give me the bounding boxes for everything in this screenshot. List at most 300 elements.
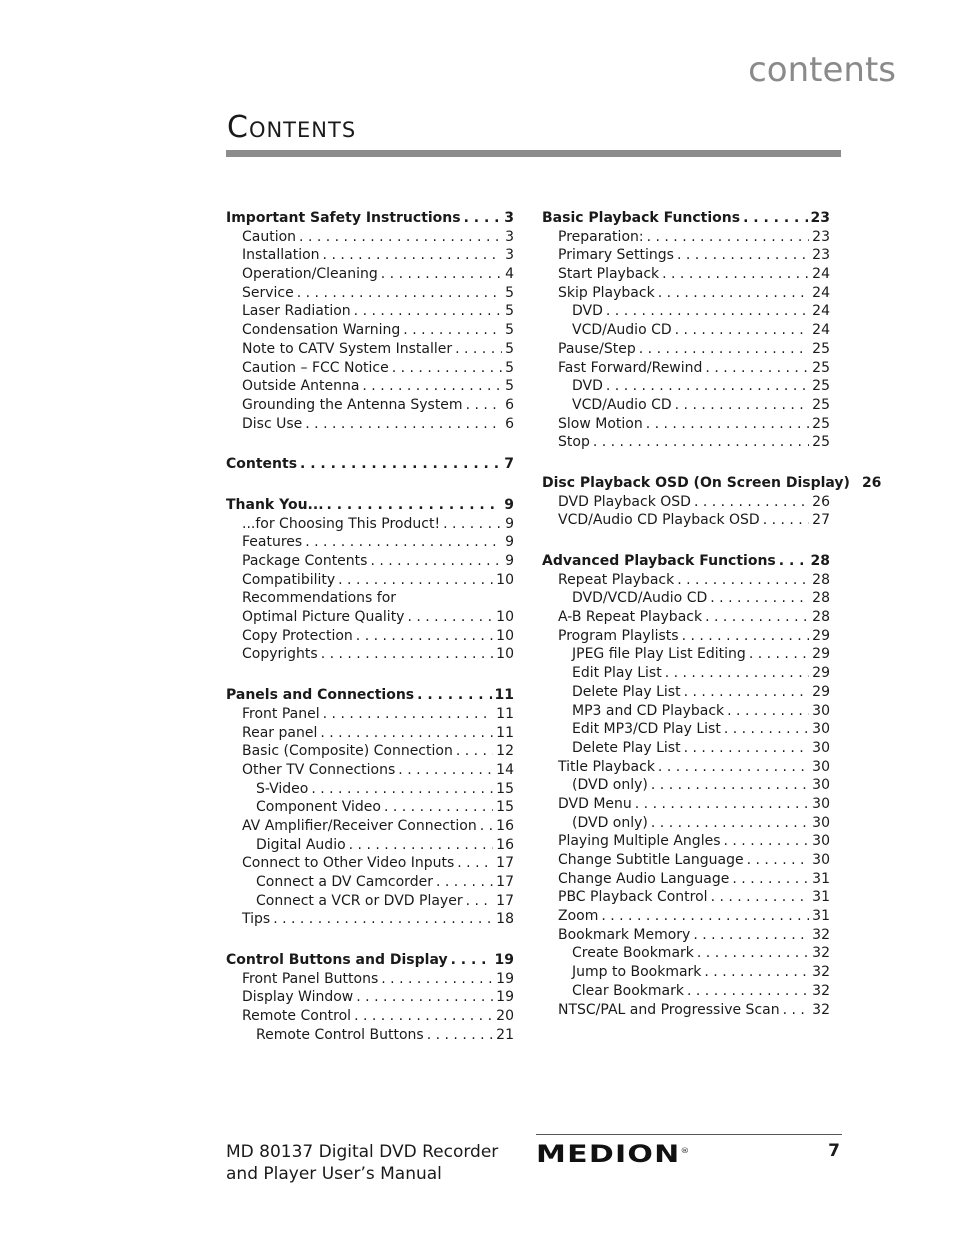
toc-entry: [542, 851, 830, 870]
dot-leader: [749, 645, 809, 664]
toc-entry: [226, 396, 514, 415]
toc-entry-title: Preparation:: [558, 228, 644, 245]
toc-entry-title: Package Contents: [242, 553, 368, 569]
toc-page-number: 11: [494, 687, 514, 704]
toc-entry: [226, 589, 514, 608]
dot-leader: [732, 870, 809, 889]
toc-entry: [226, 377, 514, 396]
toc-page-number: 5: [505, 322, 514, 339]
dot-leader: [747, 851, 810, 870]
toc-section: [542, 209, 830, 452]
toc-entry: [226, 780, 514, 799]
toc-entry: [542, 571, 830, 590]
toc-entry-title: A-B Repeat Playback: [558, 609, 703, 626]
dot-leader: [323, 246, 503, 265]
toc-entry-title: Delete Play List: [572, 683, 681, 700]
dot-leader: [356, 627, 493, 646]
logo-text: MEDION: [536, 1140, 681, 1168]
toc-entry: [226, 761, 514, 780]
toc-page-number: 15: [496, 780, 514, 797]
dot-leader: [724, 832, 810, 851]
toc-entry: [542, 246, 830, 265]
toc-entry-title: Caution: [242, 228, 297, 245]
toc-entry: [226, 608, 514, 627]
toc-entry-title: Digital Audio: [256, 836, 346, 853]
dot-leader: [705, 359, 809, 378]
toc-page-number: 5: [505, 303, 514, 320]
toc-page-number: 9: [505, 515, 514, 532]
toc-entry-title: (DVD only): [572, 814, 648, 831]
dot-leader: [273, 910, 493, 929]
toc-entry-title: Condensation Warning: [242, 322, 401, 339]
toc-heading: [542, 474, 882, 493]
toc-page-number: 7: [504, 456, 514, 473]
toc-page-number: 11: [496, 724, 514, 741]
toc-entry-title: Basic Playback Functions: [542, 210, 741, 226]
dot-leader: [349, 836, 494, 855]
dot-leader: [466, 396, 503, 415]
dot-leader: [662, 265, 809, 284]
toc-page-number: 29: [812, 665, 830, 682]
toc-entry-title: Caution – FCC Notice: [242, 359, 389, 376]
toc-entry: [542, 284, 830, 303]
toc-entry-title: Panels and Connections: [226, 687, 415, 704]
toc-entry: [226, 724, 514, 743]
toc-entry: [542, 720, 830, 739]
toc-entry: [226, 742, 514, 761]
dot-leader: [665, 664, 809, 683]
dot-leader: [705, 608, 809, 627]
dot-leader: [606, 377, 809, 396]
toc-entry-title: ...for Choosing This Product!: [242, 515, 441, 532]
toc-page-number: 6: [505, 396, 514, 413]
dot-leader: [658, 284, 809, 303]
toc-entry: [542, 926, 830, 945]
toc-page-number: 25: [812, 434, 830, 451]
dot-leader: [684, 739, 810, 758]
toc-section: [226, 455, 514, 474]
toc-entry-title: (DVD only): [572, 777, 648, 794]
toc-entry-title: Thank You...: [226, 496, 324, 513]
toc-entry-title: DVD: [572, 378, 603, 395]
dot-leader: [354, 302, 502, 321]
toc-page-number: 25: [812, 415, 830, 432]
toc-entry-title: Disc Playback OSD (On Screen Display): [542, 474, 850, 491]
dot-leader: [327, 496, 502, 515]
toc-entry-title: Start Playback: [558, 266, 660, 283]
toc-entry-title: NTSC/PAL and Progressive Scan: [558, 1001, 780, 1018]
toc-entry-title: Playing Multiple Angles: [558, 833, 721, 850]
toc-entry-title: JPEG file Play List Editing: [572, 646, 746, 663]
toc-page-number: 4: [505, 266, 514, 283]
toc-entry: [226, 836, 514, 855]
toc-page-number: 30: [812, 702, 830, 719]
dot-leader: [743, 209, 807, 228]
toc-entry: [226, 910, 514, 929]
toc-entry: [542, 870, 830, 889]
toc-page-number: 24: [812, 322, 830, 339]
toc-entry-title: Bookmark Memory: [558, 926, 691, 943]
toc-entry-title: AV Amplifier/Receiver Connection: [242, 817, 477, 834]
toc-page-number: 17: [496, 892, 514, 909]
dot-leader: [466, 892, 494, 911]
toc-entry: [542, 832, 830, 851]
dot-leader: [381, 265, 502, 284]
toc-entry-title: Service: [242, 284, 294, 301]
toc-entry: [226, 359, 514, 378]
toc-entry-title: Control Buttons and Display: [226, 952, 448, 969]
toc-entry-title: Change Audio Language: [558, 870, 730, 887]
toc-page-number: 23: [812, 228, 830, 245]
toc-entry-title: Other TV Connections: [242, 761, 396, 778]
toc-entry: [542, 359, 830, 378]
toc-page-number: 11: [496, 705, 514, 722]
toc-page-number: 31: [812, 870, 830, 887]
toc-entry-title: Grounding the Antenna System: [242, 396, 463, 413]
dot-leader: [356, 988, 493, 1007]
dot-leader: [687, 982, 809, 1001]
dot-leader: [727, 702, 809, 721]
toc-entry-title: Remote Control Buttons: [256, 1026, 424, 1043]
dot-leader: [593, 433, 809, 452]
toc-entry-title: DVD Menu: [558, 795, 632, 812]
toc-entry-title: Advanced Playback Functions: [542, 553, 776, 569]
dot-leader: [305, 415, 502, 434]
toc-entry-title: DVD Playback OSD: [558, 493, 691, 510]
toc-entry: [226, 533, 514, 552]
toc-entry-title: Change Subtitle Language: [558, 852, 744, 868]
toc-page-number: 5: [505, 359, 514, 376]
footer-manual-title: [226, 1141, 498, 1185]
toc-entry-title: Pause/Step: [558, 340, 636, 357]
toc-page-number: 23: [810, 210, 830, 226]
toc-page-number: 30: [812, 721, 830, 738]
toc-entry: [226, 988, 514, 1007]
dot-leader: [651, 776, 809, 795]
dot-leader: [647, 228, 810, 247]
toc-entry-title: Laser Radiation: [242, 303, 351, 320]
dot-leader: [675, 321, 810, 340]
toc-heading: [542, 209, 830, 228]
toc-entry: [226, 798, 514, 817]
toc-page-number: 17: [496, 874, 514, 890]
toc-entry: [542, 433, 830, 452]
toc-entry: [542, 982, 830, 1001]
toc-page-number: 14: [496, 761, 514, 778]
toc-section: [226, 951, 514, 1044]
toc-entry: [226, 817, 514, 836]
dot-leader: [305, 533, 502, 552]
toc-entry: [542, 814, 830, 833]
dot-leader: [427, 1026, 493, 1045]
toc-page-number: 19: [496, 989, 514, 1006]
dot-leader: [311, 780, 493, 799]
footer-line-1: MD 80137 Digital DVD Recorder: [226, 1142, 499, 1162]
toc-entry-title: Zoom: [558, 908, 599, 925]
toc-page-number: 15: [496, 799, 514, 816]
toc-entry: [542, 645, 830, 664]
dot-leader: [682, 627, 810, 646]
toc-entry-title: Operation/Cleaning: [242, 266, 378, 283]
toc-entry-title: Connect a DV Camcorder: [256, 874, 433, 890]
toc-entry: [542, 702, 830, 721]
dot-leader: [436, 873, 493, 892]
toc-page-number: 28: [812, 590, 830, 607]
dot-leader: [457, 854, 493, 873]
toc-entry-title: MP3 and CD Playback: [572, 702, 725, 719]
toc-page-number: 25: [812, 340, 830, 357]
toc-entry: [226, 228, 514, 247]
toc-entry: [226, 854, 514, 873]
dot-leader: [323, 705, 494, 724]
toc-entry: [542, 944, 830, 963]
toc-page-number: 31: [812, 908, 830, 925]
toc-page-number: 30: [812, 833, 830, 850]
toc-entry: [226, 265, 514, 284]
toc-entry-title: Note to CATV System Installer: [242, 340, 453, 357]
toc-entry-title: VCD/Audio CD Playback OSD: [558, 512, 760, 529]
toc-column-right: [542, 209, 882, 1041]
dot-leader: [711, 888, 810, 907]
toc-entry: [542, 907, 830, 926]
toc-entry-title: Disc Use: [242, 415, 303, 432]
toc-page-number: 32: [812, 964, 830, 981]
toc-page-number: 30: [812, 795, 830, 812]
toc-entry-title: Installation: [242, 247, 320, 264]
toc-page-number: 32: [812, 982, 830, 999]
toc-entry: [542, 776, 830, 795]
dot-leader: [480, 817, 493, 836]
toc-entry-title: Jump to Bookmark: [572, 964, 702, 981]
toc-entry: [542, 664, 830, 683]
toc-entry: [542, 683, 830, 702]
dot-leader: [724, 720, 809, 739]
toc-heading: [226, 686, 514, 705]
dot-leader: [398, 761, 493, 780]
toc-entry: [226, 552, 514, 571]
toc-entry: [542, 396, 830, 415]
toc-page-number: 3: [504, 210, 514, 226]
dot-leader: [381, 970, 493, 989]
toc-page-number: 25: [812, 359, 830, 376]
dot-leader: [704, 963, 809, 982]
dot-leader: [783, 1001, 810, 1020]
toc-entry: [542, 627, 830, 646]
toc-entry-title: S-Video: [256, 780, 309, 797]
toc-entry-title: Compatibility: [242, 571, 336, 588]
toc-page-number: 23: [812, 247, 830, 264]
toc-entry: [226, 284, 514, 303]
toc-page-number: 27: [812, 512, 830, 529]
toc-entry-title: Front Panel Buttons: [242, 970, 379, 987]
toc-heading: [542, 552, 830, 571]
toc-entry: [226, 970, 514, 989]
toc-entry: [542, 511, 830, 530]
toc-entry: [542, 758, 830, 777]
toc-entry: [226, 705, 514, 724]
dot-leader: [384, 798, 493, 817]
toc-entry-title: Display Window: [242, 989, 354, 1006]
toc-page-number: 6: [505, 415, 514, 432]
toc-entry-title: Edit Play List: [572, 665, 662, 682]
toc-page-number: 20: [496, 1008, 514, 1025]
toc-page-number: 10: [496, 627, 514, 644]
dot-leader: [370, 552, 502, 571]
toc-entry-title: VCD/Audio CD: [572, 396, 672, 413]
toc-entry: [542, 265, 830, 284]
toc-page-number: 5: [505, 340, 514, 357]
dot-leader: [635, 795, 809, 814]
toc-heading: [226, 209, 514, 228]
footer-line-2: and Player User’s Manual: [226, 1164, 442, 1184]
toc-entry-title: Slow Motion: [558, 415, 643, 432]
toc-entry: [226, 645, 514, 664]
toc-page-number: 28: [810, 553, 830, 569]
dot-leader: [321, 645, 493, 664]
toc-entry-title: Important Safety Instructions: [226, 210, 461, 226]
toc-page-number: 19: [494, 952, 514, 969]
dot-leader: [455, 340, 502, 359]
dot-leader: [646, 415, 809, 434]
toc-entry-title: Rear panel: [242, 724, 318, 741]
toc-page-number: 32: [812, 1001, 830, 1018]
toc-section: [542, 474, 882, 530]
toc-entry: [542, 963, 830, 982]
toc-entry-title: Outside Antenna: [242, 378, 360, 395]
toc-page-number: 9: [505, 553, 514, 569]
toc-entry: [542, 608, 830, 627]
toc-column-left: [226, 209, 514, 1067]
toc-entry-title: Primary Settings: [558, 247, 674, 264]
toc-page-number: 28: [812, 571, 830, 588]
toc-entry-title: PBC Playback Control: [558, 889, 708, 906]
toc-entry: [226, 302, 514, 321]
toc-entry-title: Fast Forward/Rewind: [558, 359, 703, 376]
toc-page-number: 26: [861, 474, 882, 491]
medion-logo: [536, 1140, 691, 1168]
running-head: contents: [748, 50, 896, 90]
dot-leader: [417, 686, 491, 705]
dot-leader: [675, 396, 810, 415]
toc-entry-title: Delete Play List: [572, 739, 681, 756]
toc-page-number: 26: [812, 493, 830, 510]
toc-entry-title: Tips: [242, 911, 271, 928]
dot-leader: [651, 814, 809, 833]
toc-entry: [542, 302, 830, 321]
toc-entry-title: Repeat Playback: [558, 571, 675, 588]
toc-entry-title: Recommendations for: [242, 590, 397, 607]
toc-heading: [226, 951, 514, 970]
toc-page-number: 32: [812, 945, 830, 962]
toc-page-number: 24: [812, 284, 830, 301]
dot-leader: [763, 511, 809, 530]
toc-page-number: 10: [496, 646, 514, 663]
toc-page-number: 29: [812, 683, 830, 700]
toc-section: [226, 496, 514, 664]
toc-entry-title: DVD: [572, 303, 603, 320]
toc-entry: [226, 415, 514, 434]
toc-page-number: 21: [496, 1026, 514, 1043]
toc-page-number: 24: [812, 303, 830, 320]
toc-page-number: 30: [812, 758, 830, 775]
toc-entry-title: Create Bookmark: [572, 945, 694, 962]
toc-entry-title: Remote Control: [242, 1008, 352, 1025]
toc-page-number: 28: [812, 609, 830, 626]
toc-page-number: 29: [812, 627, 830, 644]
toc-page-number: 25: [812, 396, 830, 413]
dot-leader: [362, 377, 502, 396]
toc-entry-title: Copyrights: [242, 646, 318, 663]
toc-entry-title: Contents: [226, 456, 298, 473]
toc-page-number: 16: [496, 817, 514, 834]
toc-page-number: 17: [496, 855, 514, 872]
toc-page-number: 19: [496, 970, 514, 987]
toc-entry: [542, 739, 830, 758]
toc-entry-title: Copy Protection: [242, 627, 353, 644]
page-number: 7: [828, 1141, 840, 1161]
dot-leader: [697, 944, 809, 963]
dot-leader: [464, 209, 502, 228]
toc-entry: [226, 627, 514, 646]
toc-page-number: 30: [812, 814, 830, 831]
toc-page-number: 29: [812, 646, 830, 663]
toc-entry-title: Connect a VCR or DVD Player: [256, 892, 463, 909]
dot-leader: [300, 455, 501, 474]
toc-entry-title: Title Playback: [558, 758, 655, 775]
dot-leader: [354, 1007, 493, 1026]
toc-heading: [226, 455, 514, 474]
toc-entry-title: Optimal Picture Quality: [242, 609, 405, 626]
dot-leader: [392, 359, 502, 378]
toc-entry: [226, 571, 514, 590]
toc-page-number: 12: [496, 743, 514, 760]
toc-entry: [226, 515, 514, 534]
dot-leader: [338, 571, 493, 590]
toc-entry-title: Skip Playback: [558, 284, 655, 301]
toc-entry-title: Program Playlists: [558, 627, 679, 644]
toc-entry-title: Front Panel: [242, 705, 320, 722]
toc-entry: [542, 589, 830, 608]
toc-page-number: 30: [812, 777, 830, 794]
title-rule: [226, 150, 841, 157]
footer-rule: [536, 1134, 842, 1135]
toc-page-number: 5: [505, 378, 514, 395]
toc-entry-title: Basic (Composite) Connection: [242, 743, 453, 760]
dot-leader: [443, 515, 502, 534]
toc-entry: [542, 321, 830, 340]
dot-leader: [658, 758, 809, 777]
dot-leader: [456, 742, 493, 761]
toc-entry-title: Clear Bookmark: [572, 982, 684, 999]
toc-entry-title: Stop: [558, 434, 590, 451]
toc-entry: [542, 340, 830, 359]
dot-leader: [779, 552, 808, 571]
toc-entry: [226, 340, 514, 359]
dot-leader: [407, 608, 493, 627]
toc-page-number: 31: [812, 889, 830, 906]
dot-leader: [320, 724, 493, 743]
dot-leader: [639, 340, 809, 359]
toc-entry-title: Edit MP3/CD Play List: [572, 721, 721, 738]
toc-entry: [542, 377, 830, 396]
dot-leader: [451, 951, 492, 970]
toc-section: [226, 209, 514, 433]
toc-page-number: 18: [496, 911, 514, 928]
dot-leader: [601, 907, 809, 926]
toc-page-number: 10: [496, 609, 514, 626]
page-title: Contents: [227, 110, 357, 145]
toc-page-number: 16: [496, 836, 514, 853]
